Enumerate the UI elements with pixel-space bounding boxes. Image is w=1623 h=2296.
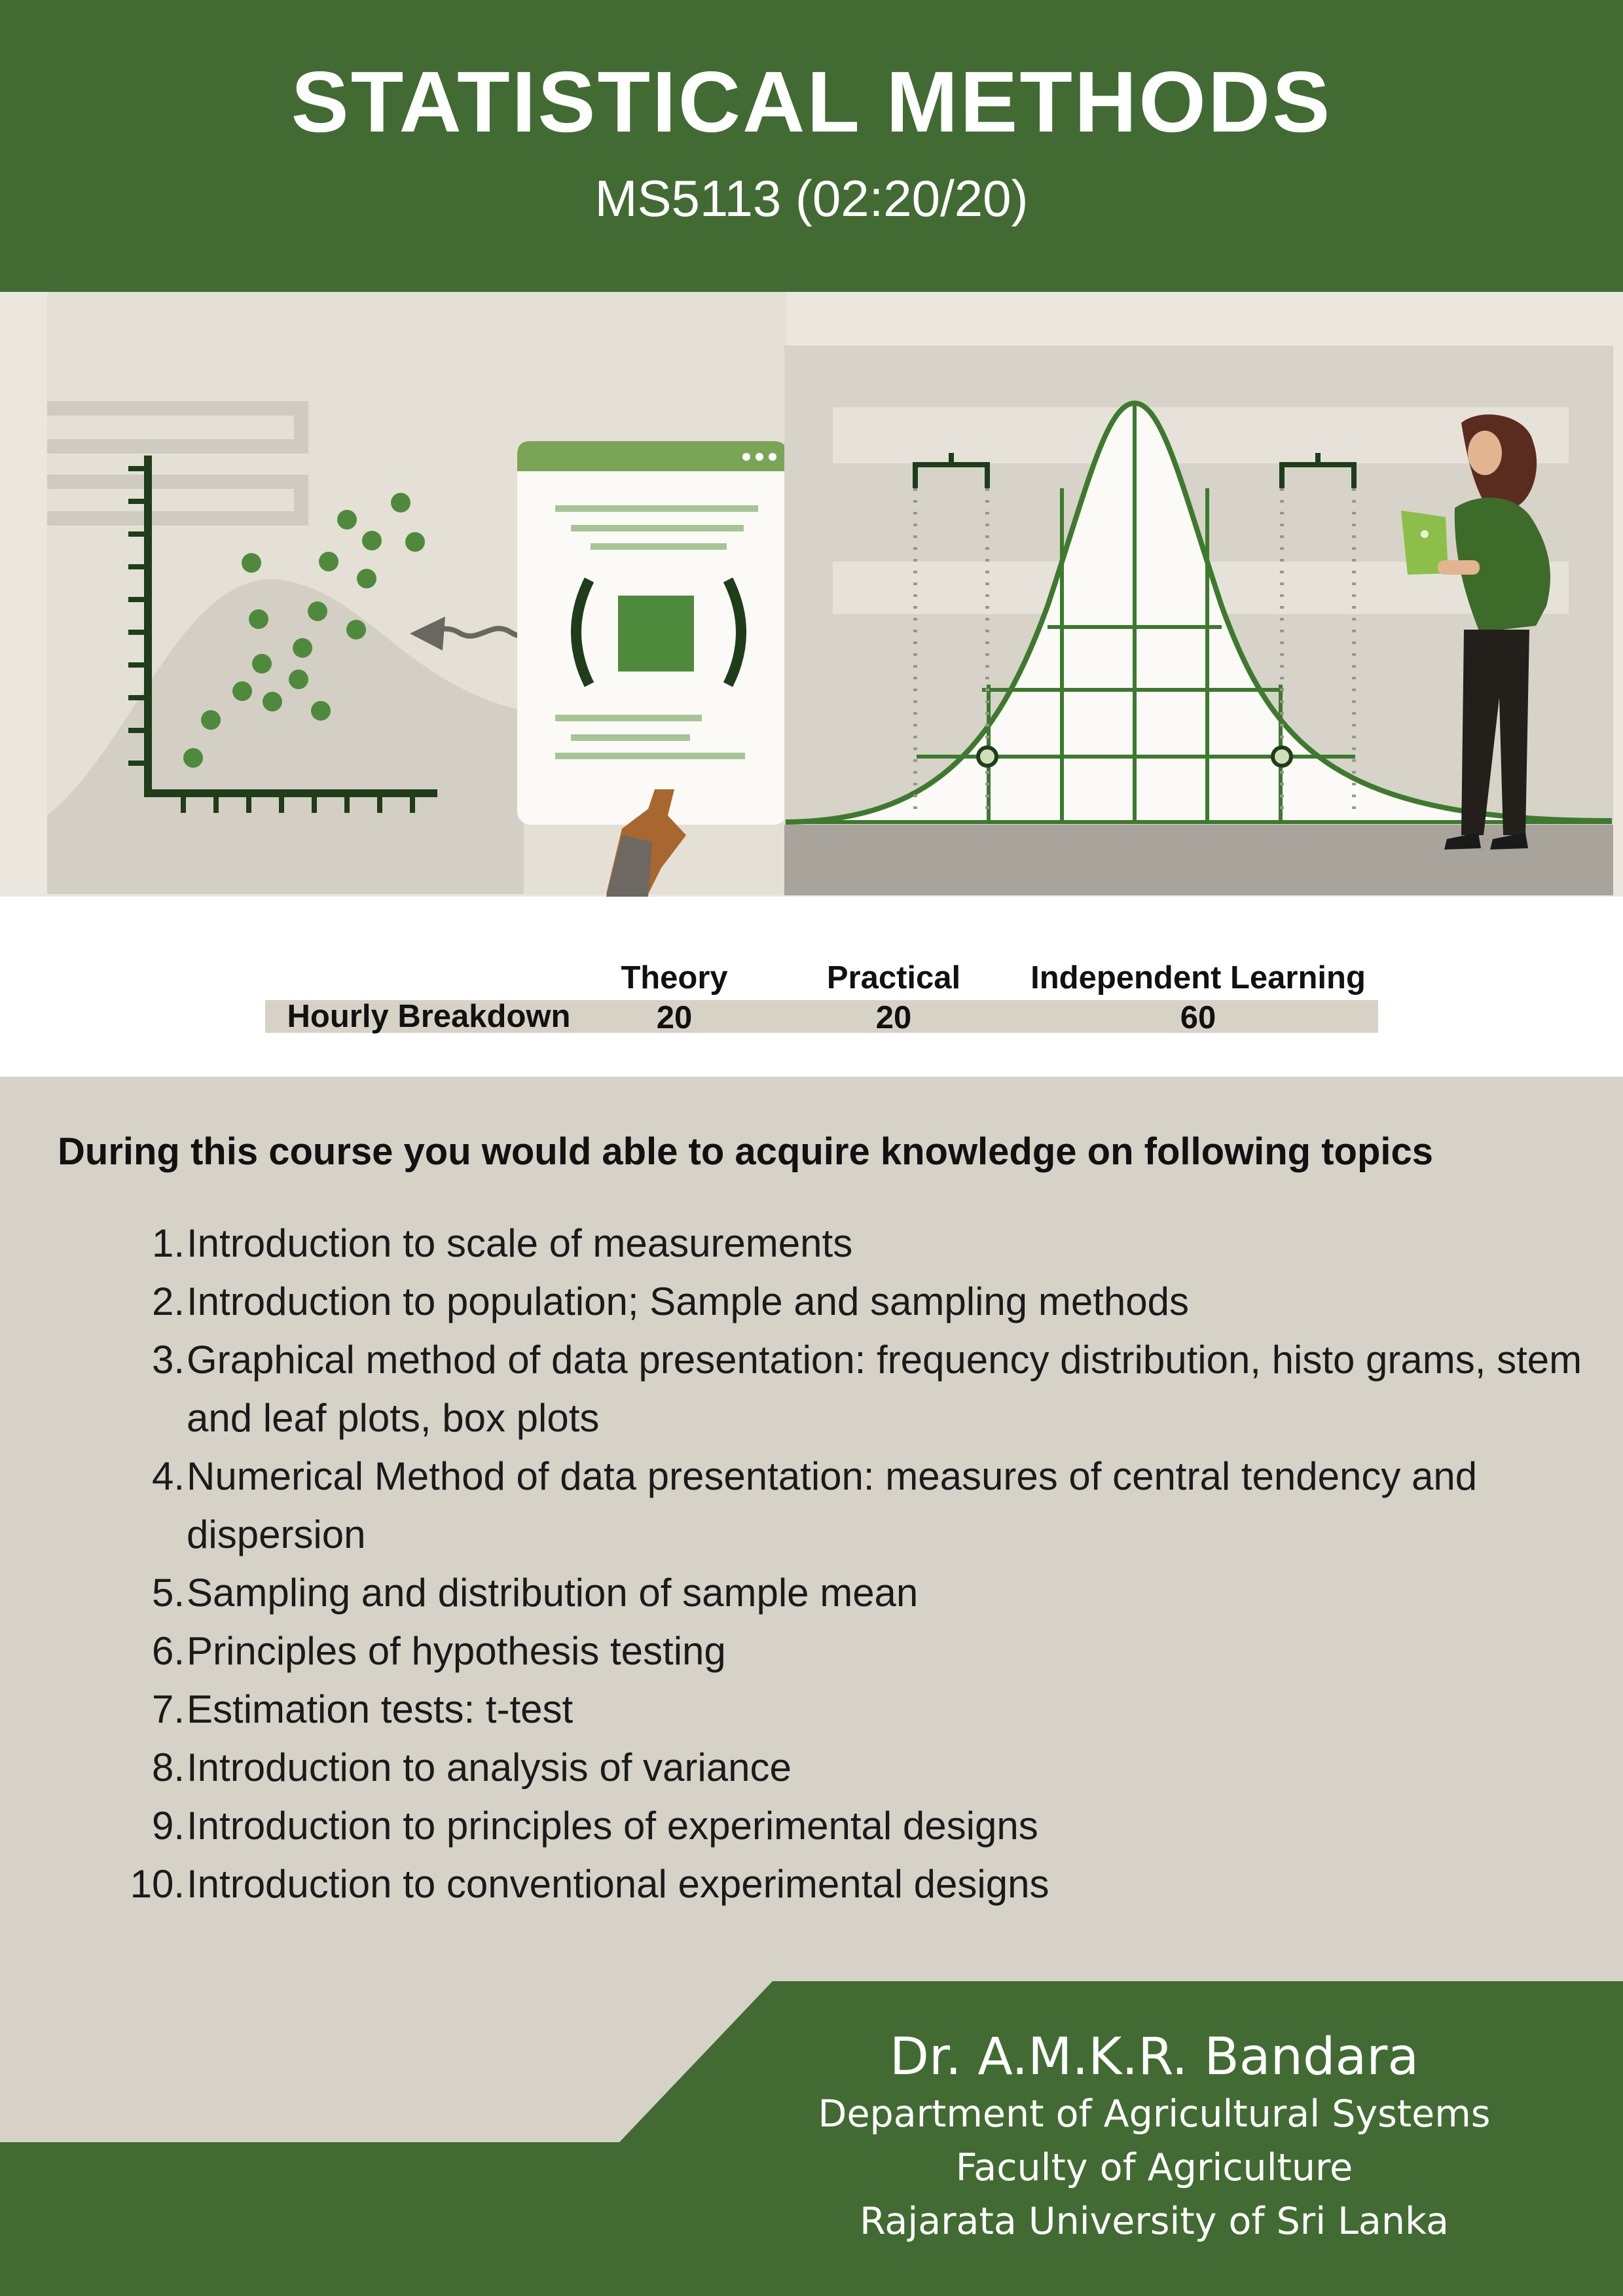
- list-item-number: 7.: [151, 1687, 185, 1731]
- list-item-text: Introduction to analysis of variance: [187, 1746, 792, 1789]
- instructor-department: Department of Agricultural Systems: [818, 2092, 1491, 2136]
- list-item-text: Introduction to population; Sample and sampling methods: [187, 1280, 1189, 1323]
- column-header-theory: Theory: [621, 960, 728, 996]
- list-item-number: 1.: [151, 1221, 185, 1265]
- row-label-hourly-breakdown: Hourly Breakdown: [287, 999, 571, 1034]
- instructor-name: Dr. A.M.K.R. Bandara: [889, 2028, 1419, 2087]
- list-item-number: 2.: [151, 1280, 185, 1323]
- list-item-text: Numerical Method of data presentation: measures of central tendency and dispersion: [187, 1454, 1478, 1556]
- document-card: [517, 441, 787, 825]
- header-banner: [0, 0, 1623, 292]
- list-item-text: Introduction to conventional experimental designs: [187, 1862, 1049, 1906]
- list-item-number: 6.: [151, 1629, 185, 1673]
- list-item-text: Graphical method of data presentation: frequency distribution, histo grams, stem and leaf plots, box plots: [187, 1338, 1582, 1440]
- value-theory: 20: [656, 1000, 693, 1035]
- page-title: STATISTICAL METHODS: [291, 54, 1332, 150]
- instructor-university: Rajarata University of Sri Lanka: [860, 2200, 1449, 2243]
- list-item-number: 4.: [151, 1454, 185, 1498]
- footer: [0, 1981, 1623, 2296]
- list-item-number: 9.: [151, 1804, 185, 1848]
- statistics-illustration: [0, 292, 1623, 897]
- list-item-number: 5.: [151, 1571, 185, 1615]
- list-item-number: 10.: [130, 1862, 185, 1906]
- list-item-text: Estimation tests: t-test: [187, 1687, 574, 1731]
- list-item-number: 3.: [151, 1338, 185, 1382]
- instructor-faculty: Faculty of Agriculture: [955, 2146, 1353, 2189]
- illustration-graphic: [0, 292, 1623, 897]
- topics-heading: During this course you would able to acquire knowledge on following topics: [58, 1130, 1434, 1173]
- list-item-number: 8.: [151, 1746, 185, 1789]
- value-independent-learning: 60: [1180, 1000, 1216, 1035]
- list-item-text: Introduction to principles of experimental designs: [187, 1804, 1038, 1848]
- list-item-text: Principles of hypothesis testing: [187, 1629, 726, 1673]
- list-item-text: Introduction to scale of measurements: [187, 1221, 853, 1265]
- list-item-text: Sampling and distribution of sample mean: [187, 1571, 919, 1615]
- value-practical: 20: [875, 1000, 912, 1035]
- column-header-practical: Practical: [826, 960, 961, 996]
- course-code: MS5113 (02:20/20): [594, 170, 1029, 227]
- hourly-breakdown-table: [0, 897, 1623, 1077]
- column-header-independent-learning: Independent Learning: [1030, 960, 1366, 996]
